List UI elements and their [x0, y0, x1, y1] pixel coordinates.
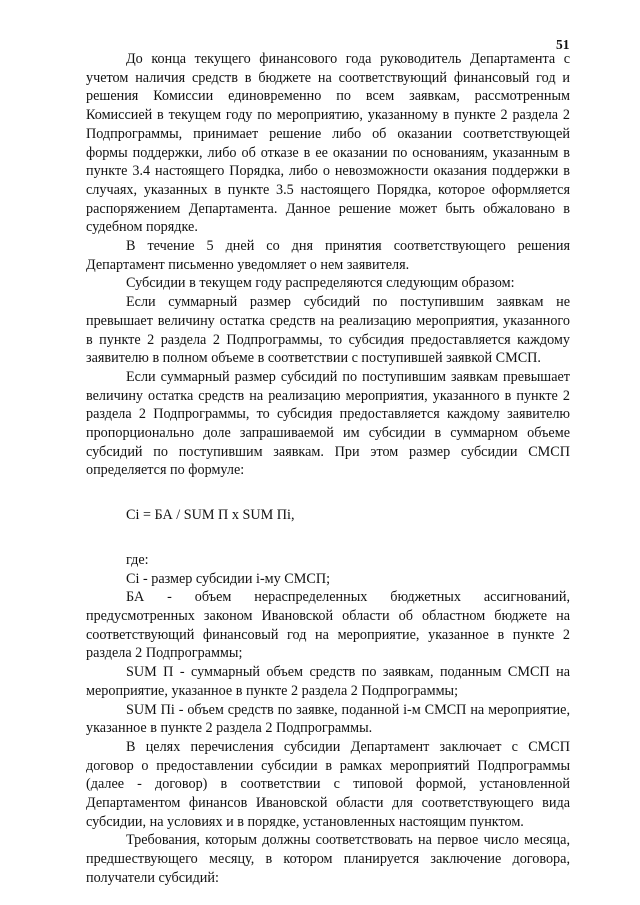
paragraph-notification: В течение 5 дней со дня принятия соответствующего решения Департамент письменно уведомляет о нем заявителя.: [86, 238, 570, 273]
definition-sum-pi: SUM Пi - объем средств по заявке, поданной i-м СМСП на мероприятие, указанное в пункте 2 раздела 2 Подпрограммы.: [86, 701, 570, 737]
page-number: 51: [556, 37, 570, 52]
paragraph-full-amount: Если суммарный размер субсидий по поступившим заявкам не превышает величину остатка средств на реализацию мероприятия, указанного в пункте 2 раздела 2 Подпрограммы, то субсидия предоставляется каждому заявителю в полном объеме в соответствии с поступившей заявкой СМСП.: [86, 294, 570, 367]
formula-where: где:: [126, 551, 149, 568]
definition-ci: Ci - размер субсидии i-му СМСП;: [126, 570, 331, 587]
paragraph-distribution: Субсидии в текущем году распределяются следующим образом:: [126, 275, 515, 292]
document-body: [86, 50, 570, 888]
paragraph-requirements: Требования, которым должны соответствовать на первое число месяца, предшествующего месяцу, в котором планируется заключение договора, получатели субсидий:: [86, 832, 570, 886]
paragraph-decision: До конца текущего финансового года руководитель Департамента с учетом наличия средств в бюджете на соответствующий финансовый год и решения Комиссии единовременно по всем заявкам, рассмотренным Комиссией в текущем году по мероприятию, указанному в пункте 2 раздела 2 Подпрограммы, принимает решение либо об оказании соответствующей формы поддержки, либо об отказе в ее оказании по основаниям, указанным в пункте 3.4 настоящего Порядка, либо о невозможности оказания поддержки в случаях, указанных в пункте 3.5 настоящего Порядка, которое оформляется распоряжением Департамента. Данное решение может быть обжаловано в судебном порядке.: [86, 51, 570, 236]
formula: Ci = БА / SUM П x SUM Пi,: [126, 507, 295, 524]
definition-sum-p: SUM П - суммарный объем средств по заявкам, поданным СМСП на мероприятие, указанное в пункте 2 раздела 2 Подпрограммы;: [86, 664, 570, 699]
definition-ba: БА - объем нераспределенных бюджетных ассигнований, предусмотренных законом Ивановской области об областном бюджете на соответствующий финансовый год на мероприятие, указанное в пункте 2 раздела 2 Подпрограммы;: [86, 589, 570, 662]
paragraph-contract: В целях перечисления субсидии Департамент заключает с СМСП договор о предоставлении субсидии в рамках мероприятий Подпрограммы (далее - договор) в соответствии с типовой формой, установленной Департаментом финансов Ивановской области для соответствующего вида субсидии, на условиях и в порядке, установленных настоящим пунктом.: [86, 738, 570, 830]
paragraph-proportional: Если суммарный размер субсидий по поступившим заявкам превышает величину остатка средств на реализацию мероприятия, указанного в пункте 2 раздела 2 Подпрограммы, то субсидия предоставляется каждому заявителю пропорционально доле запрашиваемой им субсидии в суммарном объеме субсидий по поступившим заявкам. При этом размер субсидии СМСП определяется по формуле:: [86, 368, 570, 479]
